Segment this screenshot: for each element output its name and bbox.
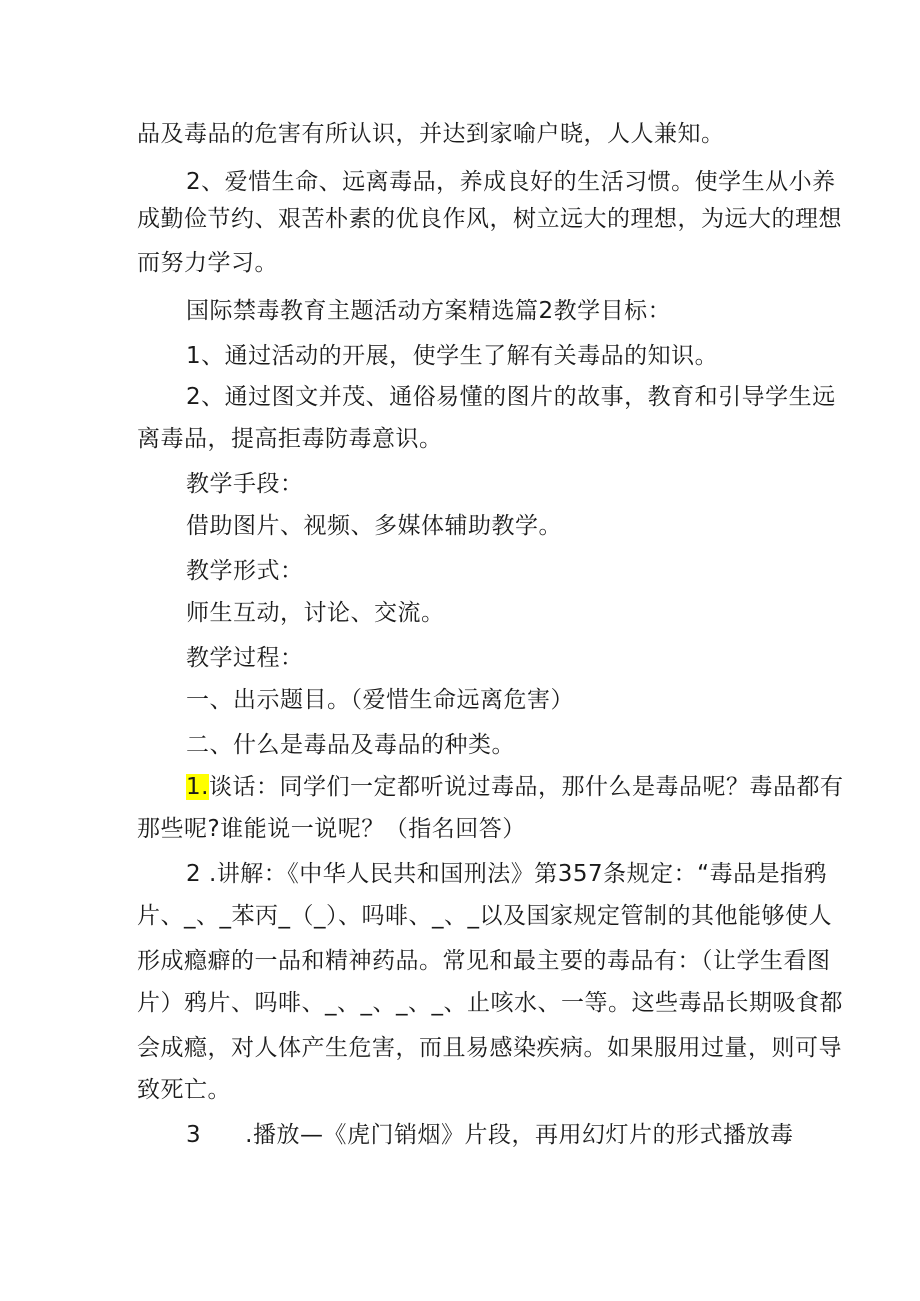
section-heading: 国际禁毒教育主题活动方案精选篇2教学目标： [186, 298, 672, 324]
item-marker-2: 2 [186, 861, 202, 887]
text-line-18 [186, 858, 827, 890]
text-line-14: 一、出示题目。（爱惜生命远离危害） [186, 687, 574, 713]
text-line-19: 片、_、_苯丙_（_）、吗啡、_、_以及国家规定管制的其他能够使人 [137, 903, 832, 929]
text-line-21: 片）鸦片、吗啡、_、_、_、_、止咳水、一等。这些毒品长期吸食都 [137, 990, 843, 1016]
text-line-6: 1、通过活动的开展，使学生了解有关毒品的知识。 [186, 343, 719, 369]
text-line-18-body: .讲解：《中华人民共和国刑法》第357条规定：“毒品是指鸦 [208, 861, 828, 887]
text-line-3: 成勤俭节约、艰苦朴素的优良作风，树立远大的理想，为远大的理想 [137, 206, 842, 232]
text-line-4: 而努力学习。 [137, 250, 278, 276]
text-line-8: 离毒品，提高拒毒防毒意识。 [137, 426, 443, 452]
text-line-20: 形成瘾癖的一品和精神药品。常见和最主要的毒品有：（让学生看图 [137, 948, 831, 974]
text-line-17: 那些呢?谁能说一说呢？（指名回答） [137, 816, 526, 842]
item-marker-3: 3 [186, 1122, 202, 1148]
highlighted-marker: 1. [186, 774, 209, 800]
text-line-1: 品及毒品的危害有所认识，并达到家喻户晓，人人兼知。 [137, 121, 725, 147]
text-line-22: 会成瘾，对人体产生危害，而且易感染疾病。如果服用过量，则可导 [137, 1035, 842, 1061]
text-line-23: 致死亡。 [137, 1077, 231, 1103]
text-line-16-body: 谈话：同学们一定都听说过毒品，那什么是毒品呢？毒品都有 [208, 774, 844, 800]
text-line-2: 2、爱惜生命、远离毒品，养成良好的生活习惯。使学生从小养 [186, 169, 836, 195]
text-line-9: 教学手段： [186, 471, 304, 497]
text-line-24 [186, 1119, 793, 1151]
text-line-15: 二、什么是毒品及毒品的种类。 [186, 732, 515, 758]
text-line-12: 师生互动，讨论、交流。 [186, 600, 445, 626]
text-line-7: 2、通过图文并茂、通俗易懂的图片的故事，教育和引导学生远 [186, 384, 836, 410]
text-line-11: 教学形式： [186, 558, 304, 584]
text-line-10: 借助图片、视频、多媒体辅助教学。 [186, 513, 562, 539]
text-line-24-body: .播放—《虎门销烟》片段，再用幻灯片的形式播放毒 [245, 1122, 794, 1148]
text-line-16 [186, 771, 843, 803]
text-line-13: 教学过程： [186, 645, 304, 671]
